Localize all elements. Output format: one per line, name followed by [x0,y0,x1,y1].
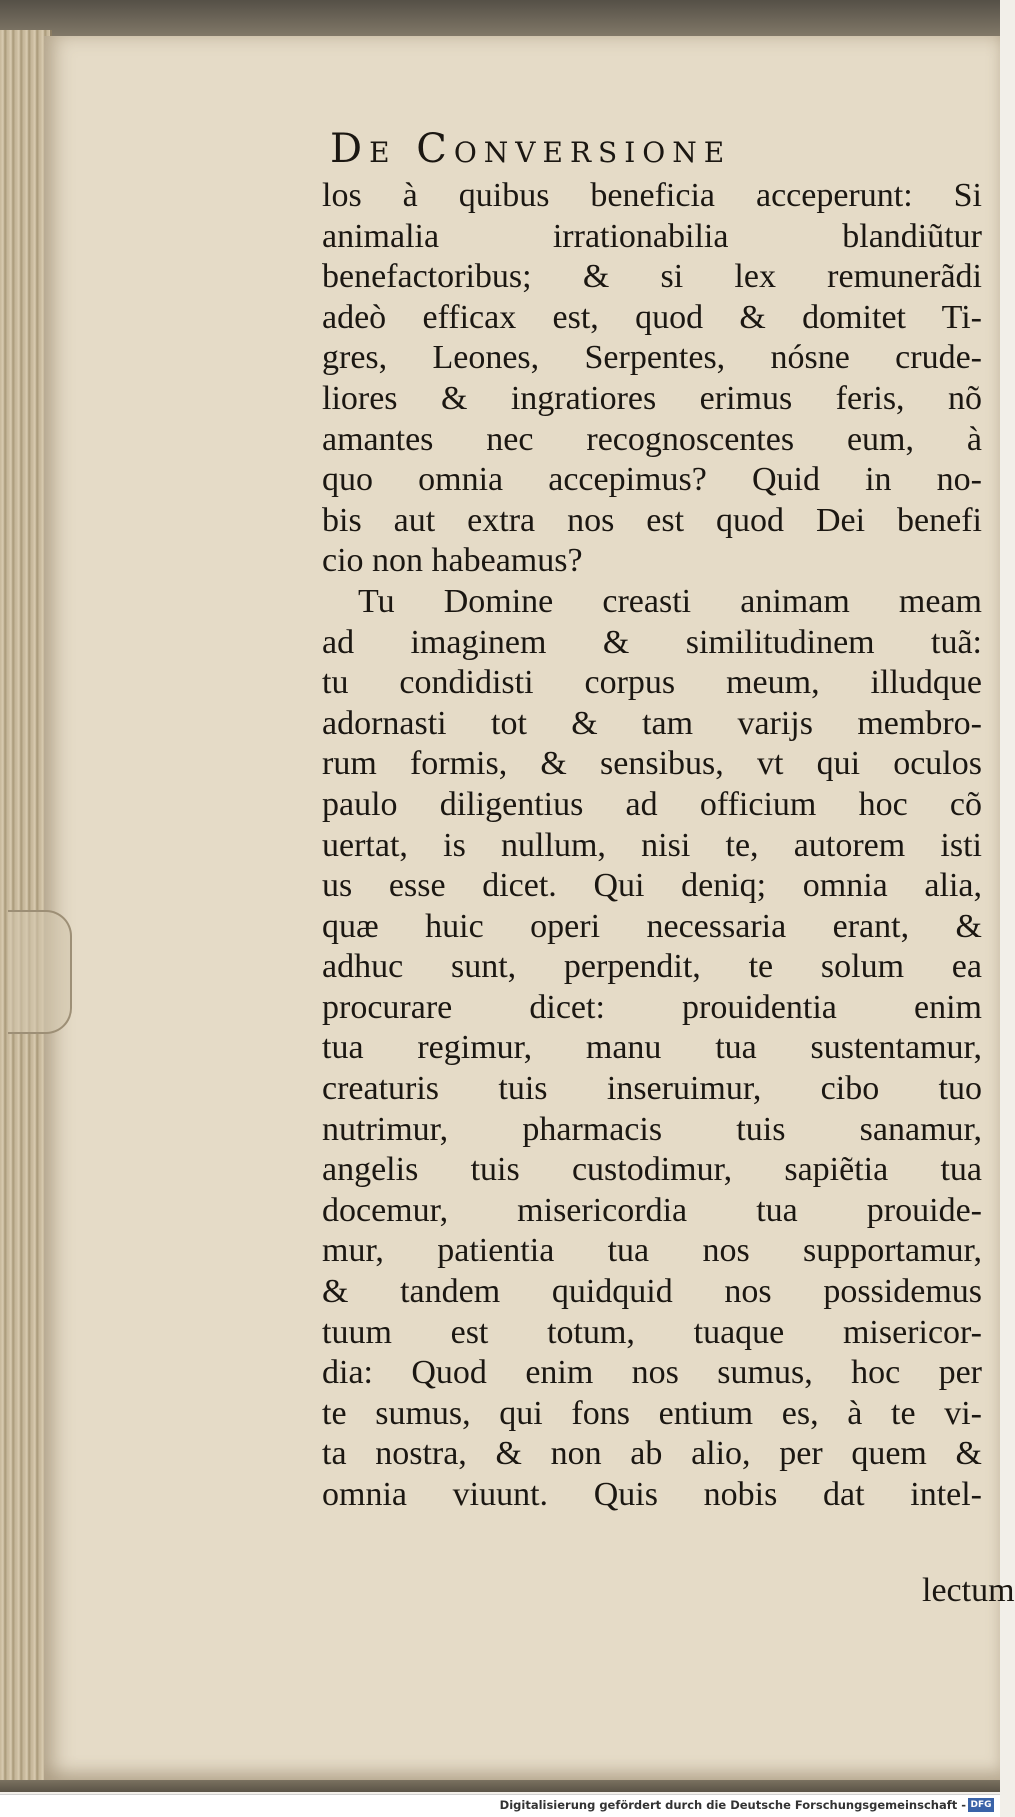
text-line: omnia viuunt. Quis nobis dat intel- [322,1476,982,1513]
text-line: nutrimur, pharmacis tuis sanamur, [322,1110,982,1148]
text-line: los à quibus beneficia acceperunt: Si [322,177,982,214]
text-line: tua regimur, manu tua sustentamur, [322,1029,982,1067]
text-line: angelis tuis custodimur, sapiẽtia tua [322,1151,982,1189]
running-header: De Conversione [330,126,732,172]
text-line: benefactoribus; & si lex remunerãdi [322,258,982,296]
text-line: & tandem quidquid nos possidemus [322,1273,982,1311]
text-line: adornasti tot & tam varijs membro- [322,704,982,742]
text-line: tuum est totum, tuaque misericor- [322,1313,982,1351]
text-line: quæ huic operi necessaria erant, & [322,907,982,945]
footer-bar [0,1794,1000,1817]
text-line: uertat, is nullum, nisi te, autorem isti [322,826,982,864]
text-line: adeò efficax est, quod & domitet Ti- [322,298,982,336]
text-line: amantes nec recognoscentes eum, à [322,420,982,458]
text-line: procurare dicet: prouidentia enim [322,988,982,1026]
text-line: tu condidisti corpus meum, illudque [322,664,982,702]
text-line: cio non habeamus? [322,542,583,580]
text-line: adhuc sunt, perpendit, te solum ea [322,948,982,986]
text-line: paulo diligentius ad officium hoc cõ [322,785,982,823]
text-line: dia: Quod enim nos sumus, hoc per [322,1354,982,1392]
text-line: rum formis, & sensibus, vt qui oculos [322,745,982,783]
text-line: liores & ingratiores erimus feris, nõ [322,379,982,417]
text-line: Tu Domine creasti animam meam [358,582,982,620]
text-line: ta nostra, & non ab alio, per quem & [322,1435,982,1473]
text-line: mur, patientia tua nos supportamur, [322,1232,982,1270]
text-line: te sumus, qui fons entium es, à te vi- [322,1394,982,1432]
text-line: quo omnia accepimus? Quid in no- [322,461,982,499]
text-line: docemur, misericordia tua prouide- [322,1191,982,1229]
dfg-logo: DFG [968,1798,994,1812]
text-line: animalia irrationabilia blandiũtur [322,217,982,255]
text-line: us esse dicet. Qui deniq; omnia alia, [322,867,982,905]
text-line: bis aut extra nos est quod Dei benefi [322,501,982,539]
scan-bottom-border [0,1780,1000,1792]
text-line: creaturis tuis inseruimur, cibo tuo [322,1070,982,1108]
page-text [322,176,982,1516]
text-line: ad imaginem & similitudinem tuã: [322,623,982,661]
page-tab-marker [8,910,72,1034]
catchword: lectum [922,1572,1015,1609]
funding-credit: Digitalisierung gefördert durch die Deutsche Forschungsgemeinschaft - [499,1798,966,1812]
text-line: gres, Leones, Serpentes, nósne crude- [322,339,982,377]
